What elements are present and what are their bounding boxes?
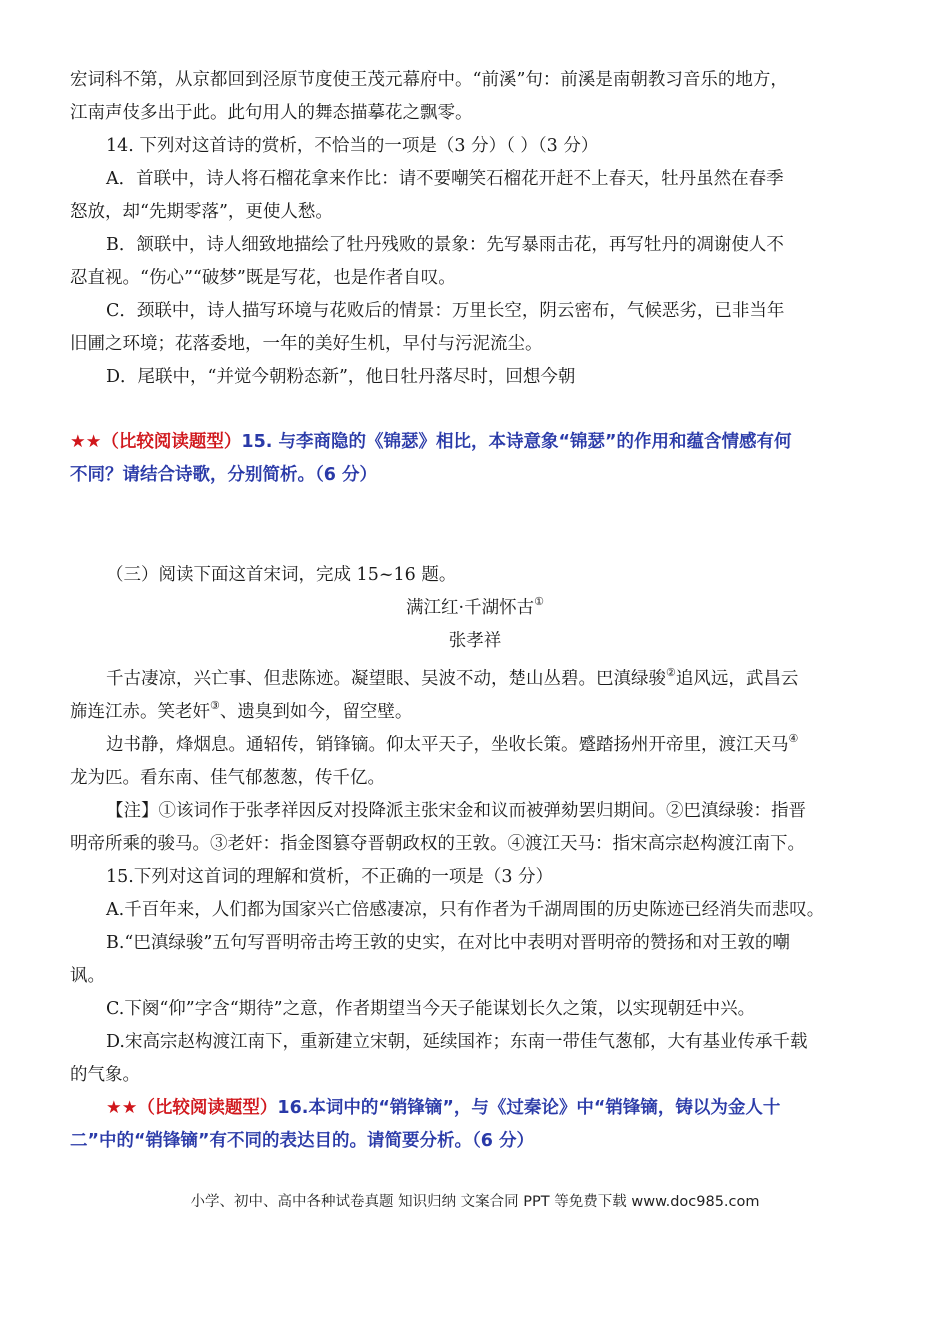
footnote-marker: ④ bbox=[788, 732, 799, 745]
poem-line-3 bbox=[106, 733, 890, 757]
q14-option-c-line-1: C．颈联中，诗人描写环境与花败后的情景：万里长空，阴云密布，气候恶劣，已非当年 bbox=[106, 301, 785, 321]
annotation-line-1: 宏词科不第，从京都回到泾原节度使王茂元幕府中。“前溪”句：前溪是南朝教习音乐的地方， bbox=[70, 70, 788, 90]
q14-option-a-line-2: 怒放，却“先期零落”，更使人愁。 bbox=[70, 202, 333, 222]
poem-text: 旆连江赤。笑老奸 bbox=[70, 702, 210, 722]
footnote-marker: ① bbox=[534, 595, 544, 608]
notes-line-2: 明帝所乘的骏马。③老奸：指金图篡夺晋朝政权的王敦。④渡江天马：指宋高宗赵构渡江南下。 bbox=[70, 834, 805, 854]
poem-line-4: 龙为匹。看东南、佳气郁葱葱，传千亿。 bbox=[70, 768, 385, 788]
star-icon: ★★ bbox=[106, 1098, 138, 1118]
page-footer: 小学、初中、高中各种试卷真题 知识归纳 文案合同 PPT 等免费下载 www.doc985.com bbox=[190, 1194, 760, 1210]
footnote-marker: ③ bbox=[210, 699, 220, 712]
question-type-tag: （比较阅读题型） bbox=[137, 1098, 278, 1118]
question-15-stem: 15.下列对这首词的理解和赏析，不正确的一项是（3 分） bbox=[106, 867, 554, 887]
footnote-marker: ② bbox=[666, 666, 676, 679]
q14-option-a-line-1: A．首联中，诗人将石榴花拿来作比：请不要嘲笑石榴花开赶不上春天，牡丹虽然在春季 bbox=[106, 169, 784, 189]
annotation-line-2: 江南声伎多出于此。此句用人的舞态描摹花之飘零。 bbox=[70, 103, 473, 123]
question-15-comparison-line-1 bbox=[70, 430, 890, 454]
question-14-stem: 14. 下列对这首诗的赏析，不恰当的一项是（3 分）（ ）（3 分） bbox=[106, 136, 599, 156]
notes-line-1: 【注】①该词作于张孝祥因反对投降派主张宋金和议而被弹劾罢归期间。②巴滇绿骏：指晋 bbox=[106, 801, 806, 821]
q14-option-b-line-1: B．颔联中，诗人细致地描绘了牡丹残败的景象：先写暴雨击花，再写牡丹的凋谢使人不 bbox=[106, 235, 784, 255]
poem-line-2 bbox=[70, 700, 890, 724]
q15-option-b-line-2: 讽。 bbox=[70, 966, 105, 986]
q14-option-c-line-2: 旧圃之环境；花落委地，一年的美好生机，早付与污泥流尘。 bbox=[70, 334, 543, 354]
question-16-line-2: 二”中的“销锋镝”有不同的表达目的。请简要分析。（6 分） bbox=[70, 1131, 535, 1151]
question-15-comparison-line-2: 不同？请结合诗歌，分别简析。（6 分） bbox=[70, 465, 378, 485]
q15-option-d-line-1: D.宋高宗赵构渡江南下，重新建立宋朝，延续国祚；东南一带佳气葱郁，大有基业传承千载 bbox=[106, 1032, 808, 1052]
q14-option-d-line-1: D．尾联中，“并觉今朝粉态新”，他日牡丹落尽时，回想今朝 bbox=[106, 367, 576, 387]
poem-title-text: 满江红·千湖怀古 bbox=[406, 598, 535, 618]
question-text: 16.本词中的“销锋镝”，与《过秦论》中“销锋镝，铸以为金人十 bbox=[277, 1098, 781, 1118]
q15-option-d-line-2: 的气象。 bbox=[70, 1065, 140, 1085]
star-icon: ★★ bbox=[70, 432, 102, 452]
q15-option-b-line-1: B.“巴滇绿骏”五句写晋明帝击垮王敦的史实，在对比中表明对晋明帝的赞扬和对王敦的嘲 bbox=[106, 933, 790, 953]
section-3-heading: （三）阅读下面这首宋词，完成 15~16 题。 bbox=[106, 565, 457, 585]
question-type-tag: （比较阅读题型） bbox=[101, 432, 242, 452]
question-text: 15. 与李商隐的《锦瑟》相比，本诗意象“锦瑟”的作用和蕴含情感有何 bbox=[241, 432, 792, 452]
q15-option-c: C.下阕“仰”字含“期待”之意，作者期望当今天子能谋划长久之策，以实现朝廷中兴。 bbox=[106, 999, 756, 1019]
poem-title bbox=[0, 596, 950, 620]
poem-text: 千古凄凉，兴亡事、但悲陈迹。凝望眼、吴波不动，楚山丛碧。巴滇绿骏 bbox=[106, 669, 666, 689]
q15-option-a: A.千百年来，人们都为国家兴亡倍感凄凉，只有作者为千湖周围的历史陈迹已经消失而悲叹。 bbox=[106, 900, 825, 920]
poem-line-1 bbox=[106, 667, 890, 691]
question-16-line-1 bbox=[106, 1096, 890, 1120]
poem-author: 张孝祥 bbox=[448, 631, 502, 651]
poem-text: 追风远，武昌云 bbox=[675, 669, 799, 689]
poem-text: 、遗臭到如今，留空壁。 bbox=[219, 702, 413, 722]
q14-option-b-line-2: 忍直视。“伤心”“破梦”既是写花，也是作者自叹。 bbox=[70, 268, 456, 288]
poem-text: 边书静，烽烟息。通轺传，销锋镝。仰太平天子，坐收长策。蹙踏扬州开帝里，渡江天马 bbox=[106, 735, 789, 755]
